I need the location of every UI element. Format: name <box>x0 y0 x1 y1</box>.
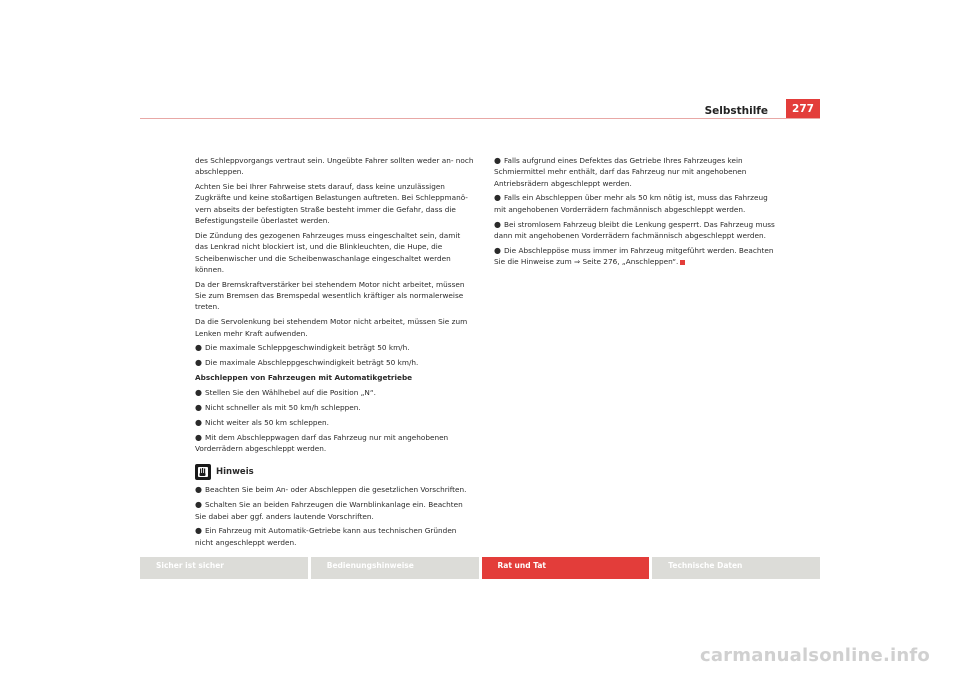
list-item <box>195 342 475 353</box>
page-header-title: Selbsthilfe <box>704 105 768 117</box>
tab-sicher-ist-sicher[interactable]: Sicher ist sicher <box>140 557 308 579</box>
bullet-dot-icon: ● <box>195 526 202 536</box>
paragraph: des Schleppvorgangs vertraut sein. Ungeübte Fahrer sollten weder an- noch abschleppen. <box>195 156 474 177</box>
list-item-text: Falls aufgrund eines Defektes das Getriebe Ihres Fahrzeuges kein Schmiermittel mehr enthält, darf das Fahrzeug nur mit angehobenen Antriebsrädern abgeschleppt werden. <box>494 156 747 188</box>
section-heading: Abschleppen von Fahrzeugen mit Automatikgetriebe <box>195 373 413 383</box>
list-item-text: Bei stromlosem Fahrzeug bleibt die Lenkung gesperrt. Das Fahrzeug muss dann mit angehobenen Vorderrädern fachmännisch abgeschleppt werden. <box>494 219 775 240</box>
list-item <box>195 417 475 428</box>
list-item-text: Schalten Sie an beiden Fahrzeugen die Warnblinkanlage ein. Beachten Sie dabei aber ggf. anders lautende Vorschriften. <box>195 500 463 521</box>
list-item-text: Nicht weiter als 50 km schleppen. <box>205 417 329 427</box>
list-item-text: Ein Fahrzeug mit Automatik-Getriebe kann aus technischen Gründen nicht angeschleppt werden. <box>195 526 457 547</box>
bullet-dot-icon: ● <box>195 417 202 427</box>
bullet-dot-icon: ● <box>195 388 202 398</box>
list-item-text: Die maximale Abschleppgeschwindigkeit beträgt 50 km/h. <box>205 358 419 368</box>
list-item <box>195 484 475 495</box>
tab-technische-daten[interactable]: Technische Daten <box>652 557 820 579</box>
list-item <box>195 387 475 398</box>
footer-nav <box>140 557 820 579</box>
watermark: carmanualsonline.info <box>699 645 930 666</box>
bullet-dot-icon: ● <box>195 432 202 442</box>
list-item-text: Nicht schneller als mit 50 km/h schleppen. <box>205 402 361 412</box>
paragraph: Die Zündung des gezogenen Fahrzeuges muss eingeschaltet sein, damit das Lenkrad nicht blockiert ist, und die Blinkleuchten, die Hupe, die Scheibenwischer und die Scheibenwaschanlage eingeschaltet werden können. <box>195 230 461 274</box>
bullet-dot-icon: ● <box>494 245 501 255</box>
bullet-dot-icon: ● <box>195 402 202 412</box>
list-item <box>494 192 778 215</box>
list-item <box>494 245 778 268</box>
list-item <box>494 219 778 242</box>
paragraph: Da die Servolenkung bei stehendem Motor nicht arbeitet, müssen Sie zum Lenken mehr Kraft aufwenden. <box>195 317 468 338</box>
list-item-text: Stellen Sie den Wählhebel auf die Position „N“. <box>205 388 376 398</box>
bullet-dot-icon: ● <box>195 500 202 510</box>
paragraph: Da der Bremskraftverstärker bei stehendem Motor nicht arbeitet, müssen Sie zum Bremsen das Bremspedal wesentlich kräftiger als normalerweise treten. <box>195 279 465 312</box>
page-number-badge: 277 <box>786 99 820 119</box>
bullet-dot-icon: ● <box>494 219 501 229</box>
list-item-text: Falls ein Abschleppen über mehr als 50 km nötig ist, muss das Fahrzeug mit angehobenen Vorderrädern fachmännisch abgeschleppt werden. <box>494 193 768 214</box>
bullet-dot-icon: ● <box>195 358 202 368</box>
list-item <box>195 499 475 522</box>
bullet-dot-icon: ● <box>195 485 202 495</box>
note-header <box>195 464 475 480</box>
left-column <box>195 155 475 552</box>
right-column <box>494 155 778 271</box>
note-hand-icon <box>195 464 211 480</box>
bullet-dot-icon: ● <box>494 156 501 165</box>
section-end-marker <box>680 260 685 265</box>
paragraph: Achten Sie bei Ihrer Fahrweise stets darauf, dass keine unzulässigen Zugkräfte und keine stoßartigen Belastungen auftreten. Bei Schleppmanövern abseits der befestigten Straße besteht immer die Gefahr, dass die Befestigungsteile überlastet werden. <box>195 182 468 226</box>
list-item-text: Beachten Sie beim An- oder Abschleppen die gesetzlichen Vorschriften. <box>205 485 467 495</box>
bullet-dot-icon: ● <box>195 343 202 353</box>
list-item-text: Die Abschleppöse muss immer im Fahrzeug mitgeführt werden. Beachten Sie die Hinweise zum ⇒ Seite 276, „Anschleppen“. <box>494 245 774 267</box>
list-item <box>195 357 475 368</box>
list-item <box>195 402 475 413</box>
list-item-text: Mit dem Abschleppwagen darf das Fahrzeug nur mit angehobenen Vorderrädern abgeschleppt werden. <box>195 432 449 454</box>
list-item <box>195 525 475 548</box>
note-title: Hinweis <box>216 466 254 477</box>
list-item <box>195 432 475 455</box>
tab-bedienungshinweise[interactable]: Bedienungshinweise <box>311 557 479 579</box>
list-item-text: Die maximale Schleppgeschwindigkeit beträgt 50 km/h. <box>205 343 410 353</box>
header-rule <box>140 118 820 119</box>
list-item <box>494 155 778 189</box>
bullet-dot-icon: ● <box>494 193 501 203</box>
tab-rat-und-tat[interactable]: Rat und Tat <box>482 557 650 579</box>
